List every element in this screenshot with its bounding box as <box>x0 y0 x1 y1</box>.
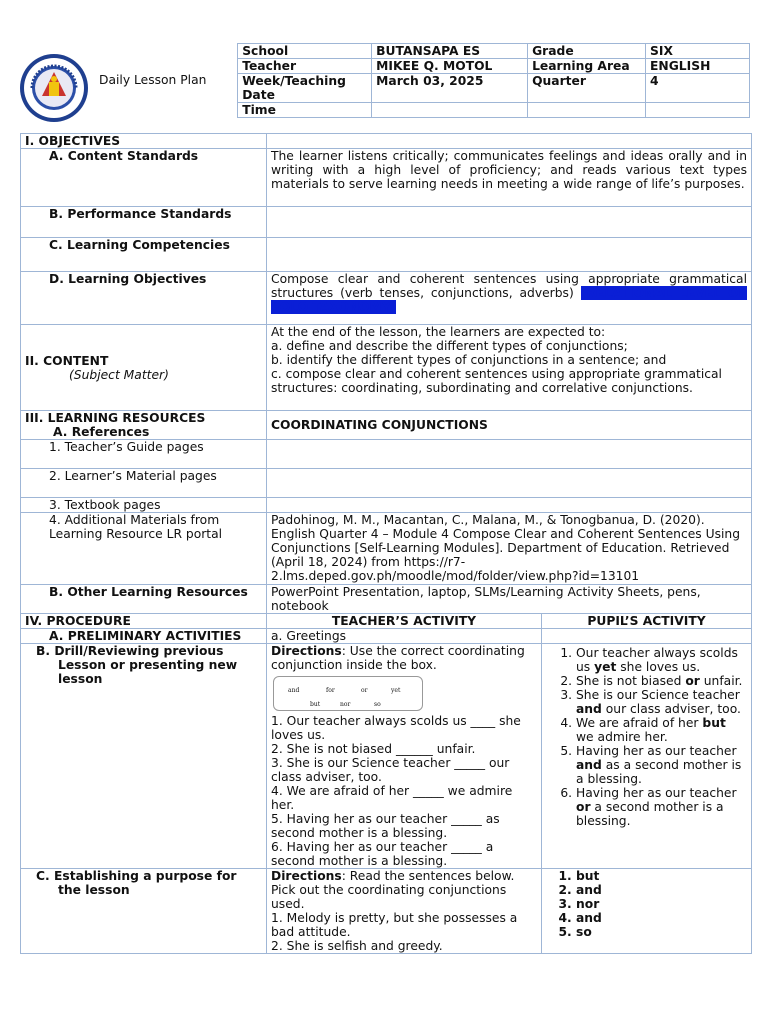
textbook-pages-value <box>267 498 752 513</box>
pupil-activity-header: PUPIL’S ACTIVITY <box>542 614 752 629</box>
pupil-answer-pre: We are afraid of her <box>576 716 703 730</box>
word-box-item: so <box>374 701 381 708</box>
lo-text: Compose clear and coherent sentences using appropriate grammatical structures (verb tenses, conjunctions, adverbs) <box>271 272 747 300</box>
drill-directions-label: Directions <box>271 644 342 658</box>
tg-pages-label: 1. Teacher’s Guide pages <box>21 440 267 469</box>
resources-heading: III. LEARNING RESOURCES <box>25 411 206 425</box>
references-label: A. References <box>53 425 150 439</box>
content-standards-label: A. Content Standards <box>21 149 267 207</box>
time-value <box>372 103 528 118</box>
pupil-answer-word: and <box>576 758 602 772</box>
word-box-item: yet <box>391 687 401 694</box>
time-empty-2 <box>646 103 750 118</box>
word-box-item: nor <box>340 701 351 708</box>
pupil-answer-list <box>546 646 747 828</box>
deped-seal-icon <box>18 52 90 124</box>
purpose-directions <box>271 869 537 911</box>
grade-label: Grade <box>528 44 646 59</box>
purpose-pupil-activity <box>542 869 752 954</box>
area-value: ENGLISH <box>646 59 750 74</box>
drill-item: 1. Our teacher always scolds us ____ she loves us. <box>271 714 521 742</box>
purpose-teacher-activity <box>267 869 542 954</box>
drill-item: 2. She is not biased ______ unfair. <box>271 742 476 756</box>
pupil-answer-post: unfair. <box>699 674 743 688</box>
content-objective-c: c. compose clear and coherent sentences using appropriate grammatical structures: coordinating, subordinating and correlative conjunctions. <box>271 367 722 395</box>
quarter-label: Quarter <box>528 74 646 103</box>
purpose-directions-text: : Read the sentences below. Pick out the coordinating conjunctions used. <box>271 869 515 911</box>
drill-directions <box>271 644 537 672</box>
drill-pupil-activity <box>542 644 752 869</box>
word-box-item: or <box>361 687 368 694</box>
purpose-label-text: C. Establishing a purpose for the lesson <box>36 869 237 897</box>
pupil-answer-word: yet <box>594 660 617 674</box>
subject-matter-label: (Subject Matter) <box>69 367 169 382</box>
performance-standards-label: B. Performance Standards <box>21 207 267 238</box>
content-intro: At the end of the lesson, the learners are expected to: <box>271 325 606 339</box>
objectives-heading: I. OBJECTIVES <box>21 134 267 149</box>
purpose-answer: 3. nor <box>576 897 747 911</box>
additional-materials-text: Padohinog, M. M., Macantan, C., Malana, M., & Tonogbanua, D. (2020). English Quarter 4 – Module 4 Compose Clear and Coherent Sentences Using Conjunctions [Self-Learning Modules]. Department of Education. Retrieved (April 18, 2024) from https://r7-2.lms.deped.gov.ph/moodle/mod/folder/view.php?id=13101 <box>267 513 752 585</box>
school-value: BUTANSAPA ES <box>372 44 528 59</box>
pupil-answer-pre: Our teacher always scolds us <box>576 646 738 674</box>
purpose-answer: 2. and <box>576 883 747 897</box>
performance-standards-text <box>267 207 752 238</box>
teacher-value: MIKEE Q. MOTOL <box>372 59 528 74</box>
learning-competencies-text <box>267 238 752 272</box>
drill-item: 5. Having her as our teacher _____ as second mother is a blessing. <box>271 812 500 840</box>
purpose-answer-list <box>546 869 747 939</box>
pupil-answer-post: we admire her. <box>576 730 668 744</box>
word-box <box>273 676 423 711</box>
header-table <box>20 43 750 118</box>
pupil-answer-word: or <box>576 800 591 814</box>
lm-pages-value <box>267 469 752 498</box>
content-heading: II. CONTENT <box>25 353 109 368</box>
other-resources-label: B. Other Learning Resources <box>21 585 267 614</box>
pupil-answer <box>576 716 747 744</box>
drill-label-text: B. Drill/Reviewing previous Lesson or presenting new lesson <box>36 644 238 686</box>
teacher-label: Teacher <box>238 59 372 74</box>
pupil-answer-pre: Having her as our teacher <box>576 744 737 758</box>
pupil-answer-post: a second mother is a blessing. <box>576 800 724 828</box>
lesson-topic: COORDINATING CONJUNCTIONS <box>267 411 752 440</box>
pupil-answer-pre: She is not biased <box>576 674 686 688</box>
textbook-pages-label: 3. Textbook pages <box>21 498 267 513</box>
purpose-item: 2. She is selfish and greedy. <box>271 939 443 953</box>
pupil-answer-post: she loves us. <box>616 660 701 674</box>
content-heading-cell <box>21 325 267 411</box>
pupil-answer <box>576 688 747 716</box>
purpose-answer: 1. but <box>576 869 747 883</box>
word-box-item: for <box>326 687 335 694</box>
date-value: March 03, 2025 <box>372 74 528 103</box>
solo-highlight: (RELATIONAL LEVEL OF SOLO TAXONOMY) <box>271 286 747 314</box>
other-resources-text: PowerPoint Presentation, laptop, SLMs/Learning Activity Sheets, pens, notebook <box>267 585 752 614</box>
preliminary-label: A. PRELIMINARY ACTIVITIES <box>21 629 267 644</box>
learning-competencies-label: C. Learning Competencies <box>21 238 267 272</box>
pupil-answer <box>576 674 747 688</box>
drill-item: 3. She is our Science teacher _____ our class adviser, too. <box>271 756 510 784</box>
pupil-answer-post: as a second mother is a blessing. <box>576 758 742 786</box>
pupil-answer-pre: Having her as our teacher <box>576 786 737 800</box>
content-objectives <box>267 325 752 411</box>
lm-pages-label: 2. Learner’s Material pages <box>21 469 267 498</box>
content-objective-b: b. identify the different types of conjunctions in a sentence; and <box>271 353 667 367</box>
quarter-value: 4 <box>646 74 750 103</box>
grade-value: SIX <box>646 44 750 59</box>
word-box-item: but <box>310 701 321 708</box>
resources-heading-cell <box>21 411 267 440</box>
additional-materials-label: 4. Additional Materials from Learning Resource LR portal <box>21 513 267 585</box>
pupil-answer-word: and <box>576 702 602 716</box>
teacher-activity-header: TEACHER’S ACTIVITY <box>267 614 542 629</box>
logo-cell <box>20 44 238 118</box>
greetings: a. Greetings <box>267 629 542 644</box>
pupil-answer <box>576 786 747 828</box>
learning-objectives-label: D. Learning Objectives <box>21 272 267 325</box>
preliminary-pupil <box>542 629 752 644</box>
date-label: Week/Teaching Date <box>238 74 372 103</box>
purpose-answer: 4. and <box>576 911 747 925</box>
drill-label <box>21 644 267 869</box>
pupil-answer-pre: She is our Science teacher <box>576 688 740 702</box>
pupil-answer-word: or <box>685 674 700 688</box>
learning-objectives-text <box>267 272 752 325</box>
pupil-answer <box>576 744 747 786</box>
purpose-directions-label: Directions <box>271 869 342 883</box>
area-label: Learning Area <box>528 59 646 74</box>
word-box-item: and <box>288 687 300 694</box>
tg-pages-value <box>267 440 752 469</box>
time-label: Time <box>238 103 372 118</box>
time-empty-1 <box>528 103 646 118</box>
purpose-label <box>21 869 267 954</box>
pupil-answer-word: but <box>702 716 726 730</box>
content-standards-text: The learner listens critically; communicates feelings and ideas orally and in writing with a high level of proficiency; and reads various text types materials to serve learning needs in meeting a wide range of life’s purposes. <box>267 149 752 207</box>
purpose-item: 1. Melody is pretty, but she possesses a bad attitude. <box>271 911 518 939</box>
drill-item: 6. Having her as our teacher _____ a second mother is a blessing. <box>271 840 494 868</box>
drill-directions-text: : Use the correct coordinating conjunction inside the box. <box>271 644 525 672</box>
pupil-answer-post: our class adviser, too. <box>601 702 741 716</box>
page-title: Daily Lesson Plan <box>99 72 207 87</box>
content-objective-a: a. define and describe the different types of conjunctions; <box>271 339 628 353</box>
purpose-answer: 5. so <box>576 925 747 939</box>
procedure-heading: IV. PROCEDURE <box>21 614 267 629</box>
lesson-table <box>20 133 752 954</box>
drill-item: 4. We are afraid of her _____ we admire her. <box>271 784 513 812</box>
drill-teacher-activity <box>267 644 542 869</box>
objectives-empty <box>267 134 752 149</box>
school-label: School <box>238 44 372 59</box>
pupil-answer <box>576 646 747 674</box>
